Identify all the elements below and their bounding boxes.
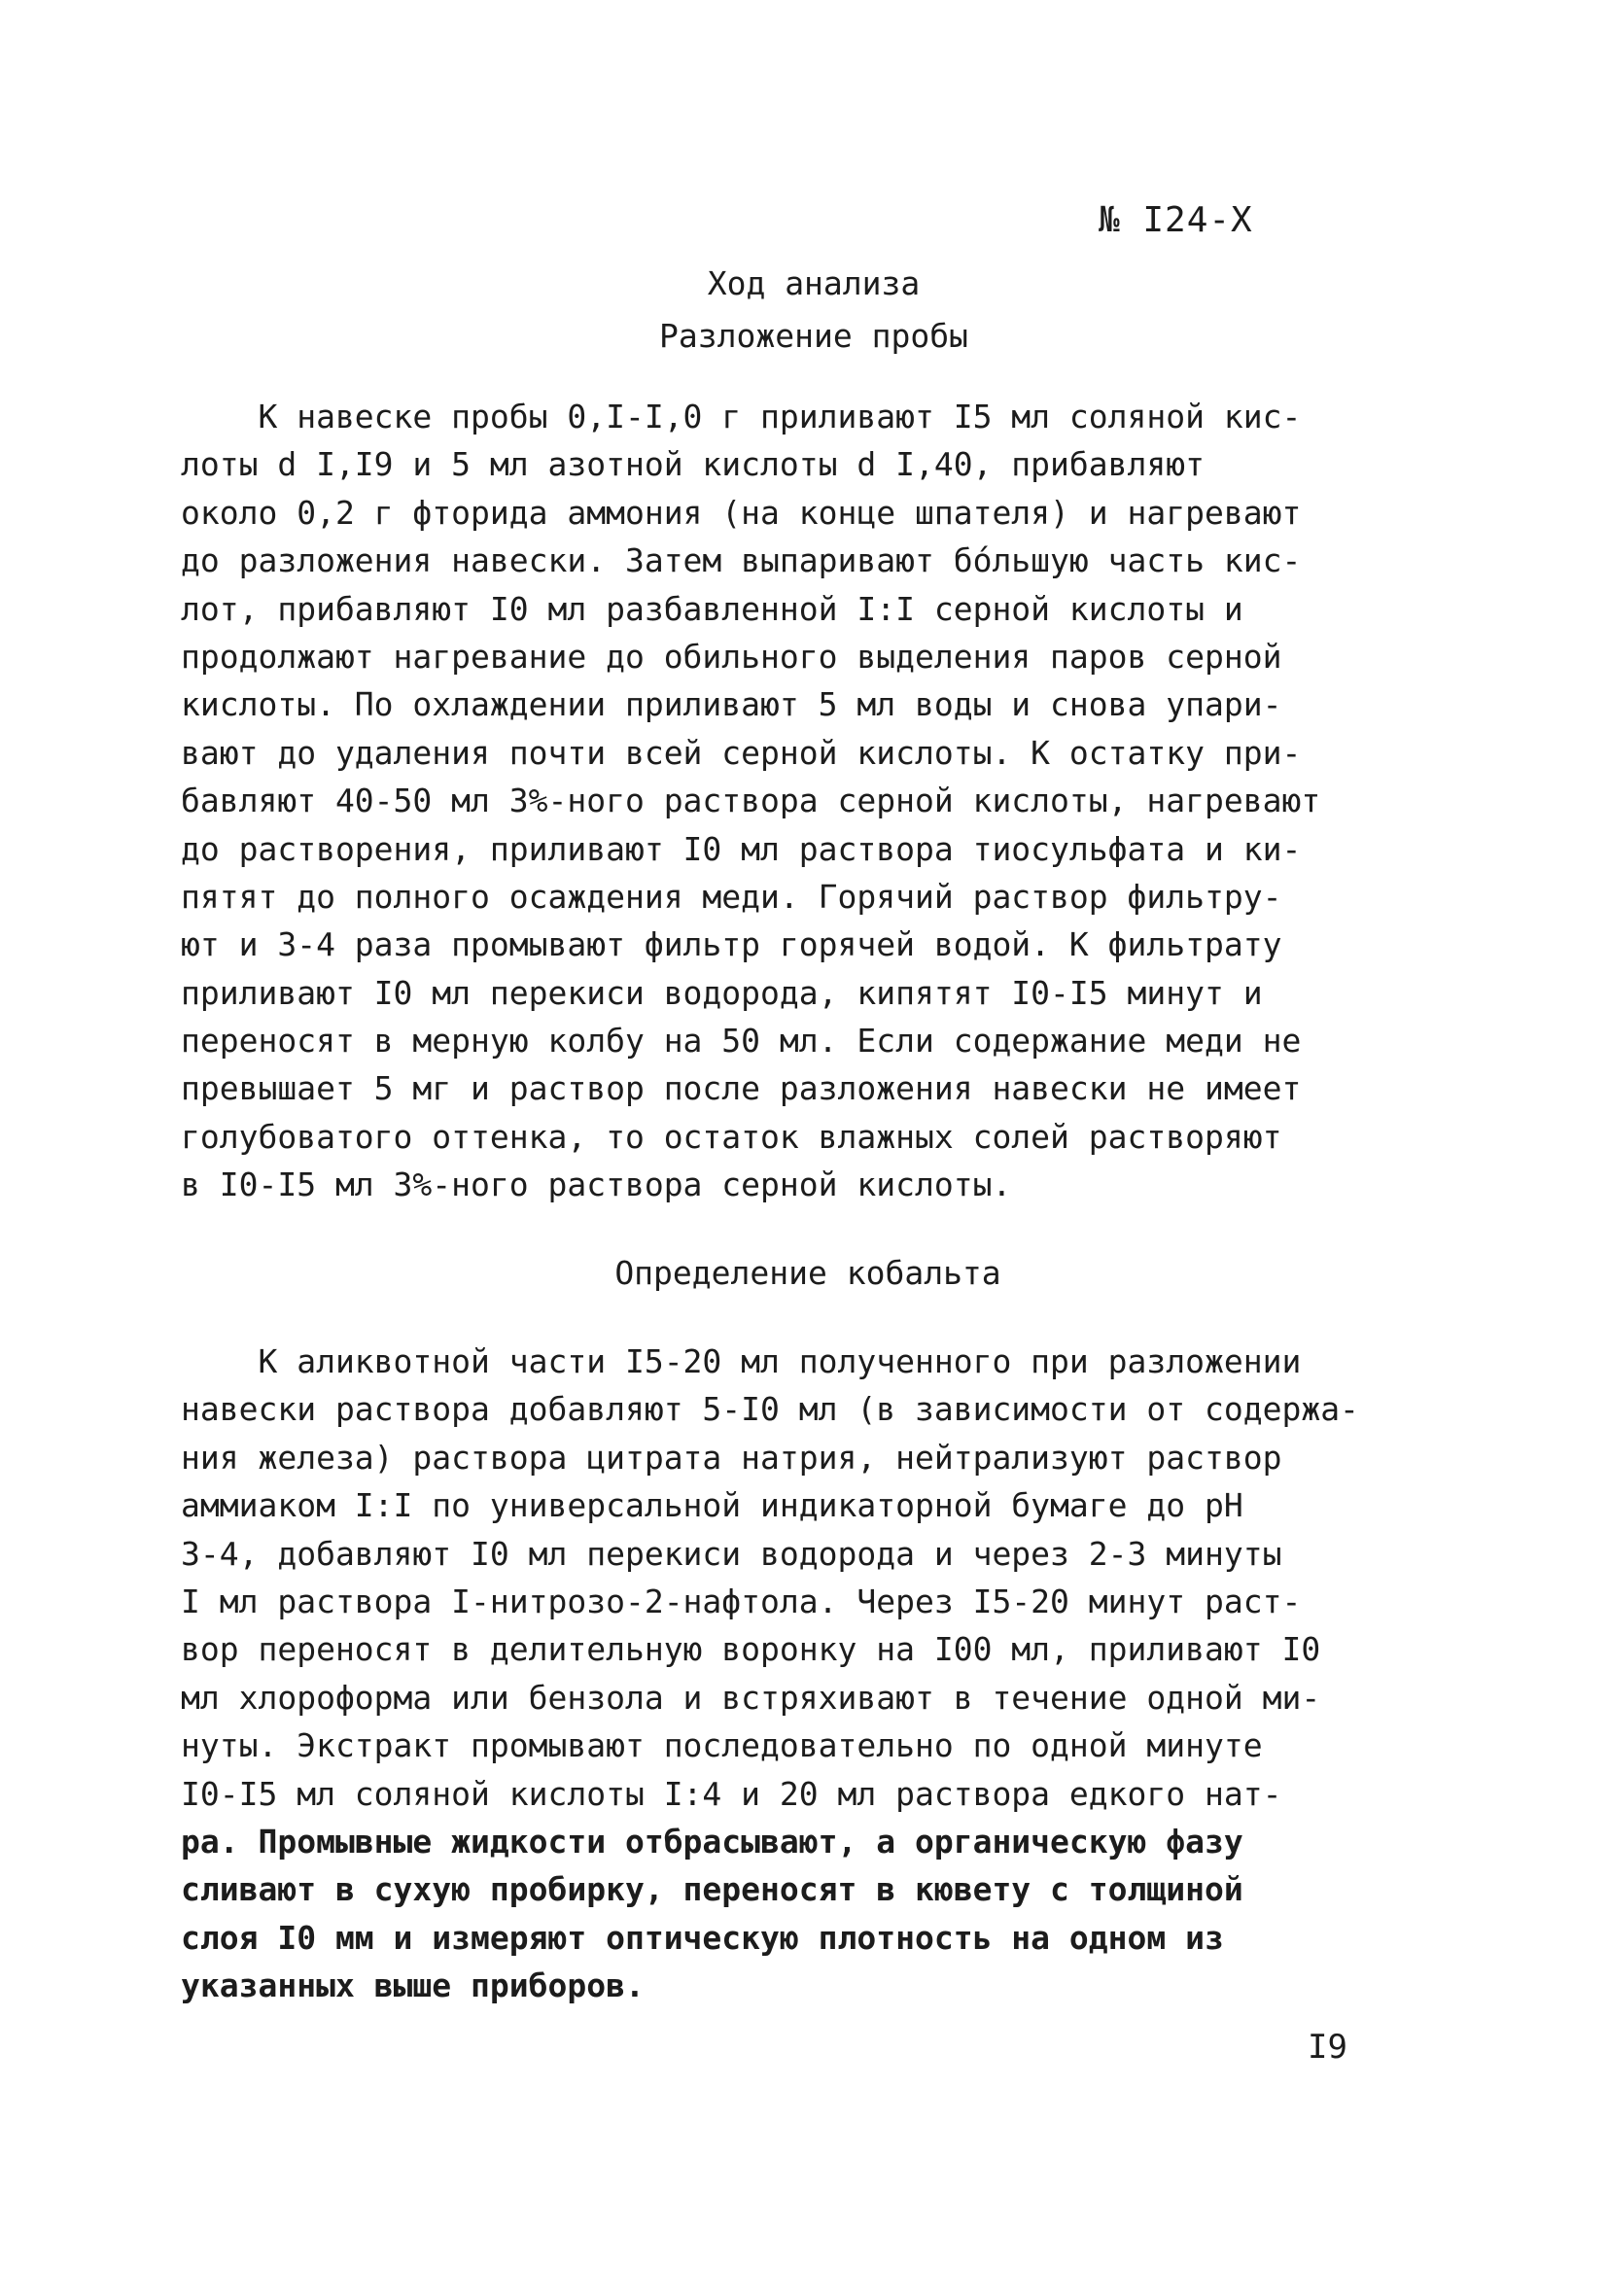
text-line: вают до удаления почти всей серной кислоты. К остатку при- xyxy=(181,733,1302,772)
text-line: до разложения навески. Затем выпаривают бо́льшую часть кис- xyxy=(181,541,1302,580)
text-line: ра. Промывные жидкости отбрасывают, а органическую фазу xyxy=(181,1822,1243,1861)
text-line: ют и 3-4 раза промывают фильтр горячей водой. К фильтрату xyxy=(181,925,1282,964)
text-line: бавляют 40-50 мл 3%-ного раствора серной кислоты, нагревают xyxy=(181,782,1321,820)
text-line: кислоты. По охлаждении приливают 5 мл воды и снова упари- xyxy=(181,685,1282,724)
text-line: слоя I0 мм и измеряют оптическую плотность на одном из xyxy=(181,1918,1224,1957)
text-line: сливают в сухую пробирку, переносят в кювету с толщиной xyxy=(181,1870,1243,1909)
paragraph-decomposition xyxy=(181,393,1561,1209)
paragraph-cobalt xyxy=(181,1338,1561,2009)
text-line: приливают I0 мл перекиси водорода, кипятят I0-I5 минут и xyxy=(181,973,1263,1012)
text-line: продолжают нагревание до обильного выделения паров серной xyxy=(181,637,1282,676)
text-line: К аликвотной части I5-20 мл полученного при разложении xyxy=(181,1342,1302,1380)
text-line: аммиаком I:I по универсальной индикаторной бумаге до рН xyxy=(181,1486,1243,1525)
text-line: до растворения, приливают I0 мл раствора тиосульфата и ки- xyxy=(181,829,1302,868)
page-number: I9 xyxy=(1308,2028,1347,2067)
section-subtitle-decomposition: Разложение пробы xyxy=(659,317,968,355)
text-line: переносят в мерную колбу на 50 мл. Если содержание меди не xyxy=(181,1022,1302,1061)
text-line: вор переносят в делительную воронку на I00 мл, приливают I0 xyxy=(181,1630,1321,1669)
text-line: превышает 5 мг и раствор после разложения навески не имеет xyxy=(181,1069,1302,1108)
text-line: пятят до полного осаждения меди. Горячий раствор фильтру- xyxy=(181,877,1282,916)
text-line: I мл раствора I-нитрозо-2-нафтола. Через I5-20 минут раст- xyxy=(181,1582,1302,1620)
document-number: № I24-X xyxy=(1099,200,1253,240)
text-line: навески раствора добавляют 5-I0 мл (в зависимости от содержа- xyxy=(181,1390,1359,1429)
text-line: К навеске пробы 0,I-I,0 г приливают I5 мл соляной кис- xyxy=(181,398,1302,435)
text-line: ния железа) раствора цитрата натрия, нейтрализуют раствор xyxy=(181,1438,1282,1477)
text-line: около 0,2 г фторида аммония (на конце шпателя) и нагревают xyxy=(181,493,1302,532)
section-title: Ход анализа xyxy=(707,264,921,302)
text-line: нуты. Экстракт промывают последовательно по одной минуте xyxy=(181,1726,1263,1765)
text-line: лоты d I,I9 и 5 мл азотной кислоты d I,40, прибавляют xyxy=(181,445,1205,484)
text-line: мл хлороформа или бензола и встряхивают в течение одной ми- xyxy=(181,1678,1321,1717)
text-line: 3-4, добавляют I0 мл перекиси водорода и через 2-3 минуты xyxy=(181,1534,1282,1573)
text-line: указанных выше приборов. xyxy=(181,1966,645,2005)
text-line: в I0-I5 мл 3%-ного раствора серной кислоты. xyxy=(181,1165,1012,1204)
text-line: I0-I5 мл соляной кислоты I:4 и 20 мл раствора едкого нат- xyxy=(181,1774,1282,1813)
section-heading-cobalt: Определение кобальта xyxy=(614,1254,1001,1292)
text-line: лот, прибавляют I0 мл разбавленной I:I серной кислоты и xyxy=(181,589,1243,628)
text-line: голубоватого оттенка, то остаток влажных солей растворяют xyxy=(181,1117,1282,1156)
